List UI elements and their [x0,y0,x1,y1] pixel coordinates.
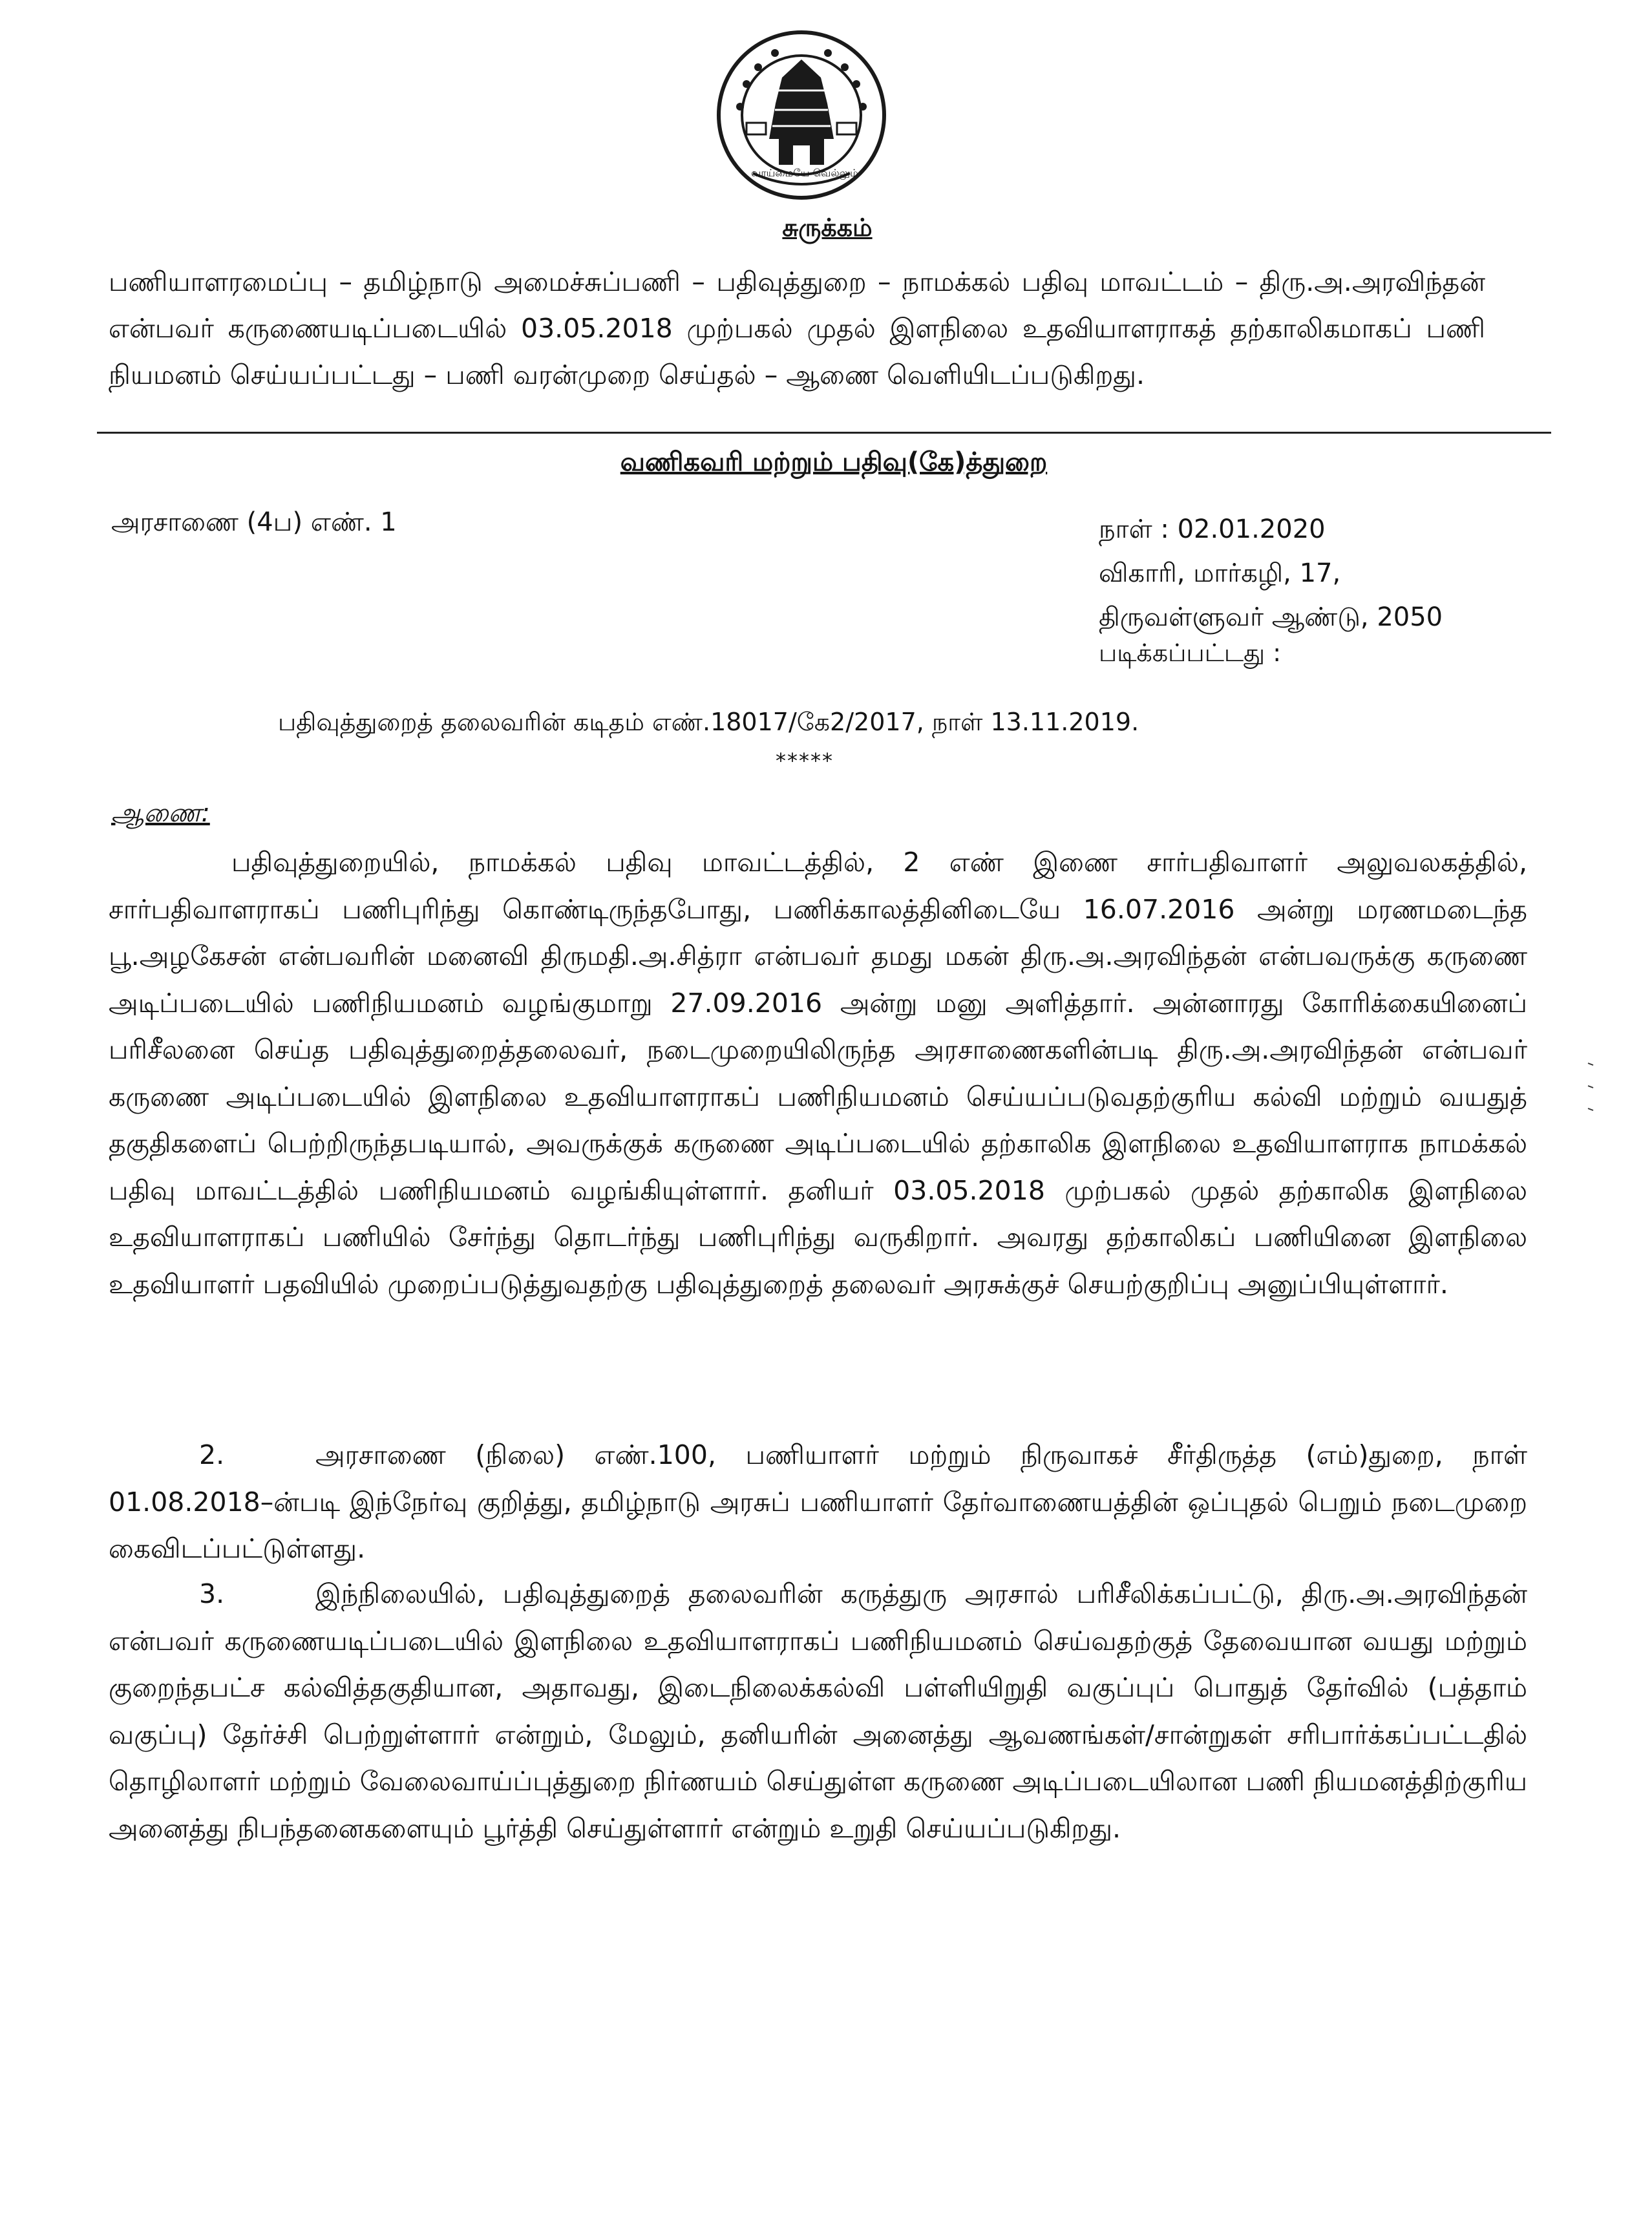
paragraph-2-number: 2. [199,1439,225,1470]
emblem-caption: வாய்மையே வெல்லும் [751,167,858,179]
paragraph-1 [109,839,1527,1307]
abstract-title: சுருக்கம் [782,213,873,242]
paragraph-1-text: பதிவுத்துறையில், நாமக்கல் பதிவு மாவட்டத்தில், 2 எண் இணை சார்பதிவாளர் அலுவலகத்தில், சார்பதிவாளராகப் பணிபுரிந்து கொண்டிருந்தபோது, பணிக்காலத்தினிடையே 16.07.2016 அன்று மரணமடைந்த பூ.அழகேசன் என்பவரின் மனைவி திருமதி.அ.சித்ரா என்பவர் தமது மகன் திரு.அ.அரவிந்தன் என்பவருக்கு கருணை அடிப்படையில் பணிநியமனம் வழங்குமாறு 27.09.2016 அன்று மனு அளித்தார். அன்னாரது கோரிக்கையினைப் பரிசீலனை செய்த பதிவுத்துறைத்தலைவர், நடைமுறையிலிருந்த அரசாணைகளின்படி திரு.அ.அரவிந்தன் என்பவர் கருணை அடிப்படையில் இளநிலை உதவியாளராகப் பணிநியமனம் செய்யப்படுவதற்குரிய கல்வி மற்றும் வயதுத் தகுதிகளைப் பெற்றிருந்தபடியால், அவருக்குக் கருணை அடிப்படையில் தற்காலிக இளநிலை உதவியாளராக நாமக்கல் பதிவு மாவட்டத்தில் பணிநியமனம் வழங்கியுள்ளார். தனியர் 03.05.2018 முற்பகல் முதல் தற்காலிக இளநிலை உதவியாளராகப் பணியில் சேர்ந்து தொடர்ந்து பணிபுரிந்து வருகிறார். அவரது தற்காலிகப் பணியினை இளநிலை உதவியாளர் பதவியில் முறைப்படுத்துவதற்கு பதிவுத்துறைத் தலைவர் அரசுக்குச் செயற்குறிப்பு அனுப்பியுள்ளார். [109,847,1527,1300]
subject-text: பணியாளரமைப்பு – தமிழ்நாடு அமைச்சுப்பணி – பதிவுத்துறை – நாமக்கல் பதிவு மாவட்டம் – திரு.அ.அரவிந்தன் என்பவர் கருணையடிப்படையில் 03.05.2018 முற்பகல் முதல் இளநிலை உதவியாளராகத் தற்காலிகமாகப் பணி நியமனம் செய்யப்பட்டது – பணி வரன்முறை செய்தல் – ஆணை வெளியிடப்படுகிறது. [109,266,1485,390]
paragraph-3 [109,1571,1527,1852]
department-name: வணிகவரி மற்றும் பதிவு(கே)த்துறை [620,447,1048,477]
order-date: நாள் : 02.01.2020 [1099,514,1326,544]
read-label: படிக்கப்பட்டது : [1099,639,1282,667]
paragraph-3-number: 3. [199,1578,225,1609]
order-number: அரசாணை (4ப) எண். 1 [111,507,397,537]
tamil-year: திருவள்ளுவர் ஆண்டு, 2050 [1099,602,1443,632]
margin-tick-marks [1587,1060,1594,1131]
date-block [1099,507,1443,639]
separator-stars: ***** [776,748,834,773]
paragraph-2-text: அரசாணை (நிலை) எண்.100, பணியாளர் மற்றும் நிருவாகச் சீர்திருத்த (எம்)துறை, நாள் 01.08.2018–ன்படி இந்நேர்வு குறித்து, தமிழ்நாடு அரசுப் பணியாளர் தேர்வாணையத்தின் ஒப்புதல் பெறும் நடைமுறை கைவிடப்பட்டுள்ளது. [109,1439,1527,1564]
paragraph-3-text: இந்நிலையில், பதிவுத்துறைத் தலைவரின் கருத்துரு அரசால் பரிசீலிக்கப்பட்டு, திரு.அ.அரவிந்தன் என்பவர் கருணையடிப்படையில் இளநிலை உதவியாளராகப் பணிநியமனம் செய்வதற்குத் தேவையான வயது மற்றும் குறைந்தபட்ச கல்வித்தகுதியான, அதாவது, இடைநிலைக்கல்வி பள்ளியிறுதி வகுப்புப் பொதுத் தேர்வில் (பத்தாம் வகுப்பு) தேர்ச்சி பெற்றுள்ளார் என்றும், மேலும், தனியரின் அனைத்து ஆவணங்கள்/சான்றுகள் சரிபார்க்கப்பட்டதில் தொழிலாளர் மற்றும் வேலைவாய்ப்புத்துறை நிர்ணயம் செய்துள்ள கருணை அடிப்படையிலான பணி நியமனத்திற்குரிய அனைத்து நிபந்தனைகளையும் பூர்த்தி செய்துள்ளார் என்றும் உறுதி செய்யப்படுகிறது. [109,1578,1527,1844]
paragraph-2 [109,1432,1527,1572]
tamil-date: விகாரி, மார்கழி, 17, [1099,558,1341,588]
order-heading: ஆணை: [111,798,210,828]
reference-line: பதிவுத்துறைத் தலைவரின் கடிதம் எண்.18017/கே2/2017, நாள் 13.11.2019. [278,708,1139,736]
horizontal-divider [97,432,1551,434]
